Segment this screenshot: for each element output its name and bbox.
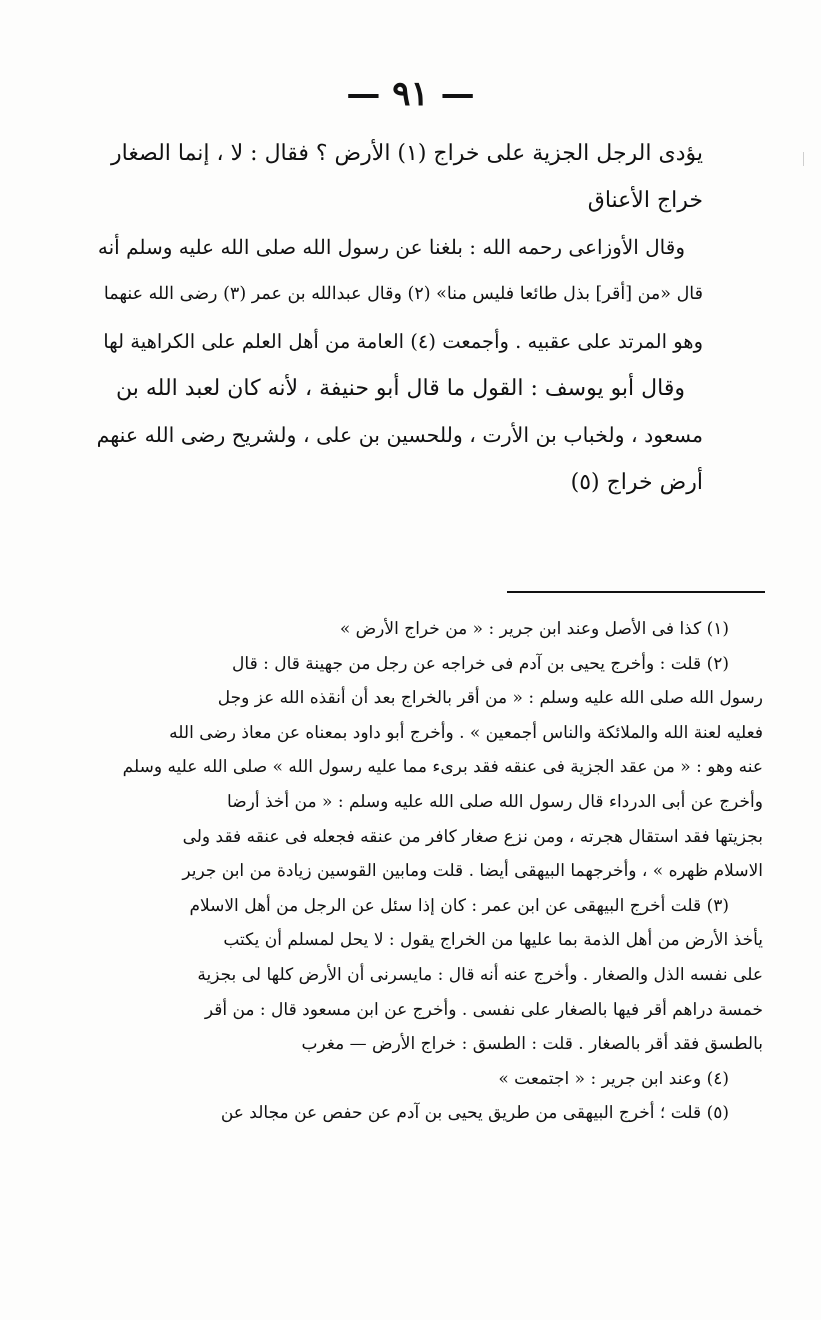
footnote-line: (٣) قلت أخرج البيهقى عن ابن عمر : كان إذا سئل عن الرجل من أهل الاسلام [189, 895, 729, 916]
footnote-line: (٥) قلت ؛ أخرج البيهقى من طريق يحيى بن آدم عن حفص عن مجالد عن [220, 1103, 729, 1124]
page-number: — ٩١ — [346, 74, 475, 114]
footnote-line: عنه وهو : « من عقد الجزية فى عنقه فقد برىء مما عليه رسول الله » صلى الله عليه وسلم [122, 757, 763, 778]
main-text-line: مسعود ، ولخباب بن الأرت ، وللحسين بن على ، ولشريح رضى الله عنهم [96, 423, 703, 447]
footnote-line: فعليه لعنة الله والملائكة والناس أجمعين » . وأخرج أبو داود بمعناه عن معاذ رضى الله [169, 722, 763, 743]
footnote-line: بالطسق فقد أقر بالصغار . قلت : الطسق : خراج الأرض — مغرب [301, 1034, 763, 1055]
footnote-line: على نفسه الذل والصغار . وأخرج عنه أنه قال : مايسرنى أن الأرض كلها لى بجزية [197, 964, 763, 985]
footnote-divider [507, 591, 765, 593]
footnote-line: بجزيتها فقد استقال هجرته ، ومن نزع صغار كافر من عنقه فجعله فى عنقه فقد ولى [182, 826, 763, 847]
main-text [95, 130, 703, 506]
footnote-line: وأخرج عن أبى الدرداء قال رسول الله صلى الله عليه وسلم : « من أخذ أرضا [227, 791, 763, 812]
main-text-line: خراج الأعناق [587, 188, 703, 213]
margin-mark [803, 152, 804, 166]
footnote-line: (١) كذا فى الأصل وعند ابن جرير : « من خراج الأرض » [339, 619, 729, 639]
footnote-line: الاسلام ظهره » ، وأخرجهما البيهقى أيضا . قلت ومابين القوسين زيادة من ابن جرير [182, 861, 763, 882]
main-text-line: يؤدى الرجل الجزية على خراج (١) الأرض ؟ فقال : لا ، إنما الصغار [111, 141, 703, 166]
main-text-line: وقال أبو يوسف : القول ما قال أبو حنيفة ، لأنه كان لعبد الله بن [116, 376, 685, 401]
main-text-line: وقال الأوزاعى رحمه الله : بلغنا عن رسول الله صلى الله عليه وسلم أنه [97, 235, 685, 259]
footnotes [95, 612, 763, 1131]
main-text-line: أرض خراج (٥) [570, 470, 703, 495]
main-text-line: وهو المرتد على عقبيه . وأجمعت (٤) العامة من أهل العلم على الكراهية لها [103, 330, 703, 353]
footnote-line: يأخذ الأرض من أهل الذمة بما عليها من الخراج يقول : لا يحل لمسلم أن يكتب [223, 930, 763, 951]
footnote-line: (٢) قلت : وأخرج يحيى بن آدم فى خراجه عن رجل من جهينة قال : قال [232, 653, 729, 674]
footnote-line: خمسة دراهم أقر فيها بالصغار على نفسى . وأخرج عن ابن مسعود قال : من أقر [204, 999, 763, 1020]
main-text-line: قال «من [أقر] بذل طائعا فليس منا» (٢) وقال عبدالله بن عمر (٣) رضى الله عنهما [103, 284, 703, 304]
footnote-line: رسول الله صلى الله عليه وسلم : « من أقر بالخراج بعد أن أنقذه الله عز وجل [217, 688, 763, 709]
footnote-line: (٤) وعند ابن جرير : « اجتمعت » [498, 1068, 729, 1089]
